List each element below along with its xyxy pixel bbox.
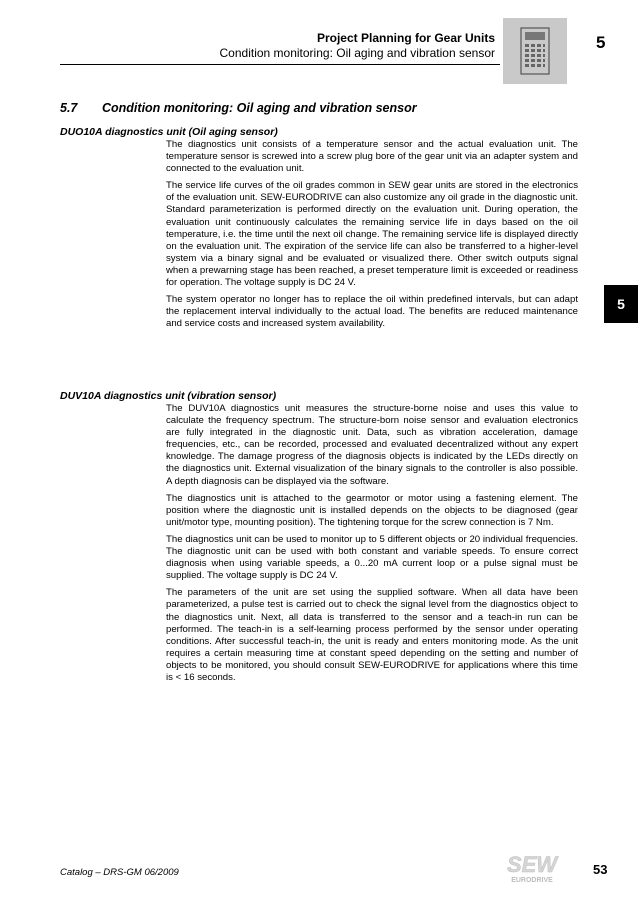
calculator-icon <box>503 18 567 84</box>
sew-logo <box>500 852 564 891</box>
logo-text: SEW <box>506 852 558 877</box>
duo10a-paragraph: The service life curves of the oil grades common in SEW gear units are stored in the electronics of the evaluation unit. SEW-EURODRIVE can also customize any oil grade in the diagnostic unit. Standard parameterization is performed directly on the evaluation unit. During operation, the evaluation unit continuously calculates the remaining service life in days based on the oil temperature, i.e. the time until the next oil change. The remaining service life is displayed directly on the evaluation unit. The expiration of the service life can also be transferred to a higher-level system via a binary signal and be evaluated or visualized there. Other switch outputs signal when a prewarning stage has been reached, a preset temperature limit is exceeded or readiness for operation. The voltage supply is DC 24 V. <box>166 180 578 289</box>
duv10a-paragraph: The DUV10A diagnostics unit measures the structure-borne noise and uses this value to calculate the frequency spectrum. The structure-born noise sensor and evaluation electronics are fully integrated in the diagnostic unit. Data, such as vibration acceleration, damage frequencies, etc., can be recorded, processed and evaluated decentralized without any expert knowledge. The damage progress of the diagnosis objects is indicated by the LEDs directly on the diagnostics unit. External visualization of the binary signals to the controller is also possible. A depth diagnosis can be displayed via the software. <box>166 403 578 487</box>
chapter-side-tab: 5 <box>604 285 638 323</box>
section-title: Condition monitoring: Oil aging and vibration sensor <box>102 101 417 115</box>
header-subtitle: Condition monitoring: Oil aging and vibration sensor <box>219 46 495 60</box>
footer-catalog: Catalog – DRS-GM 06/2009 <box>60 867 179 878</box>
duv10a-heading: DUV10A diagnostics unit (vibration sensor) <box>60 390 277 402</box>
duv10a-paragraph: The diagnostics unit is attached to the gearmotor or motor using a fastening element. The position where the diagnostic unit is installed depends on the objects to be diagnosed (gear unit/motor type, mounting position). The tightening torque for the screw connection is 7 Nm. <box>166 492 578 528</box>
duv10a-paragraph: The diagnostics unit can be used to monitor up to 5 different objects or 20 individual frequencies. The diagnostic unit can be used with both constant and variable speeds. To ensure correct diagnosis when using variable speeds, a 0...20 mA current loop or a pulse signal must be supplied. The voltage supply is DC 24 V. <box>166 533 578 582</box>
header-title: Project Planning for Gear Units <box>316 31 495 45</box>
duo10a-body <box>166 139 578 335</box>
logo-subtext: EURODRIVE <box>511 877 553 884</box>
duo10a-paragraph: The system operator no longer has to replace the oil within predefined intervals, but can adapt the replacement interval individually to the actual load. The benefits are reduced maintenance and service costs and increased system availability. <box>166 294 578 330</box>
duv10a-body <box>166 403 578 689</box>
section-number: 5.7 <box>60 101 78 115</box>
chapter-number: 5 <box>596 33 606 52</box>
duo10a-paragraph: The diagnostics unit consists of a temperature sensor and the actual evaluation unit. The temperature sensor is screwed into a screw plug bore of the gear unit via an adapter system and connected to the evaluation unit. <box>166 139 578 175</box>
section-heading <box>60 101 417 115</box>
header-rule <box>60 64 500 65</box>
page-number: 53 <box>593 862 608 877</box>
duo10a-heading: DUO10A diagnostics unit (Oil aging sensor) <box>60 126 278 138</box>
duv10a-paragraph: The parameters of the unit are set using the supplied software. When all data have been parameterized, a pulse test is carried out to check the signal level from the diagnostics object to the diagnostics unit. Next, all data is transferred to the sensor and a teach-in run can be performed. The teach-in is a self-learning process performed by the sensor under operating conditions. After successful teach-in, the unit is ready and enters monitoring mode. As the unit requires a certain measuring time at constant speed depending on the setting and number of objects to be monitored, you should consult SEW-EURODRIVE for applications where this time is < 16 seconds. <box>166 587 578 683</box>
